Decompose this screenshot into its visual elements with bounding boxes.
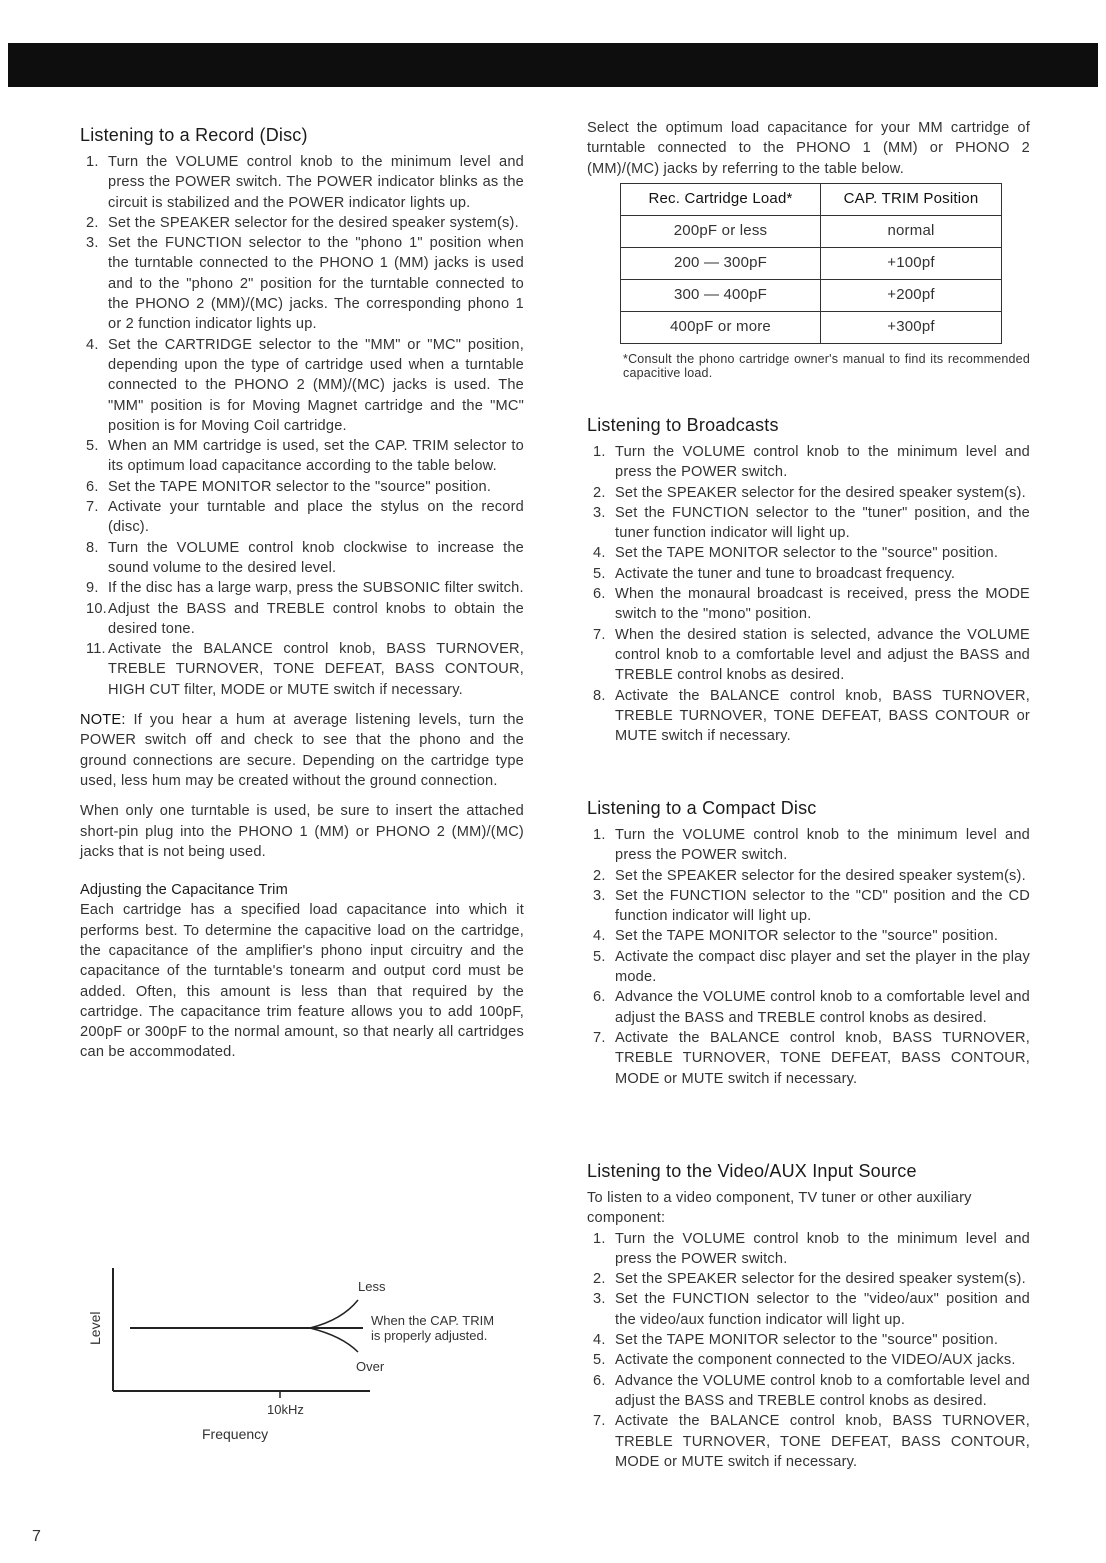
step-number: 1. xyxy=(86,154,99,170)
step-number: 2. xyxy=(593,867,606,884)
list-item xyxy=(587,483,1030,503)
step-text: Activate the BALANCE control knob, BASS TURNOVER, TREBLE TURNOVER, TONE DEFEAT, BASS CONTOUR, MODE or MUTE switch if necessary. xyxy=(615,1029,1030,1087)
list-item xyxy=(587,886,1030,927)
list-item xyxy=(587,1371,1030,1412)
table-cell: 200 — 300pF xyxy=(621,247,821,279)
step-number: 6. xyxy=(593,586,606,603)
list-item xyxy=(80,213,524,233)
right-column xyxy=(587,118,1030,380)
step-text: Turn the VOLUME control knob to the minimum level and press the POWER switch. xyxy=(615,1230,1030,1267)
step-number: 1. xyxy=(593,1230,606,1247)
step-number: 6. xyxy=(593,1372,606,1389)
step-number: 6. xyxy=(593,989,606,1006)
video-intro: To listen to a video component, TV tuner or other auxiliary component: xyxy=(587,1190,972,1227)
list-item xyxy=(80,599,524,640)
step-number: 10. xyxy=(86,600,107,617)
step-text: Activate the BALANCE control knob, BASS TURNOVER, TREBLE TURNOVER, TONE DEFEAT, BASS CONTOUR, HIGH CUT filter, MODE or MUTE switch if necessary. xyxy=(108,641,524,698)
step-number: 4. xyxy=(86,336,99,353)
step-number: 3. xyxy=(593,1291,606,1308)
step-number: 7. xyxy=(86,499,99,516)
list-item xyxy=(80,436,524,477)
cap-trim-body: Each cartridge has a specified load capacitance into which it performs best. To determine the capacitive load on the cartridge, the capacitance of the amplifier's phono input circuitry and the capacitance of the turntable's tonearm and output cord must be added. Often, this amount is less than that required by the cartridge. The capacitance trim feature allows you to add 100pF, 200pF or 300pF to the normal amount, so that nearly all cartridges can be accommodated. xyxy=(80,902,524,1061)
step-text: Set the SPEAKER selector for the desired speaker system(s). xyxy=(615,1271,1026,1288)
step-text: Set the TAPE MONITOR selector to the "source" position. xyxy=(615,928,999,945)
step-number: 7. xyxy=(593,1029,606,1046)
step-text: Advance the VOLUME control knob to a comfortable level and adjust the BASS and TREBLE control knobs as desired. xyxy=(615,1372,1030,1409)
list-item xyxy=(80,477,524,497)
step-text: When the desired station is selected, advance the VOLUME control knob to a comfortable level and adjust the BASS and TREBLE control knobs as desired. xyxy=(615,626,1030,684)
list-item xyxy=(80,152,524,213)
left-column xyxy=(80,124,524,1063)
step-text: Set the CARTRIDGE selector to the "MM" or "MC" position, depending upon the type of cartridge used when a turntable connected to the PHONO 2 (MM)/(MC) jacks is used. The "MM" position is for Moving Magnet cartridge and the "MC" position is for Moving Coil cartridge. xyxy=(108,336,524,434)
step-text: Set the FUNCTION selector to the "CD" position and the CD function indicator will light up. xyxy=(615,887,1030,925)
step-number: 3. xyxy=(593,504,606,521)
list-item xyxy=(587,1411,1030,1472)
over-curve xyxy=(310,1328,358,1352)
caption-line-1: When the CAP. TRIM xyxy=(371,1313,495,1328)
step-text: Activate the BALANCE control knob, BASS TURNOVER, TREBLE TURNOVER, TONE DEFEAT, BASS CONTOUR, MODE or MUTE switch if necessary. xyxy=(615,1413,1030,1470)
list-item xyxy=(587,1229,1030,1270)
step-text: Turn the VOLUME control knob clockwise to increase the sound volume to the desired level. xyxy=(108,539,524,576)
step-number: 5. xyxy=(593,565,606,582)
table-cell: +200pf xyxy=(821,279,1002,311)
section-title-cd: Listening to a Compact Disc xyxy=(587,798,817,818)
step-text: Set the TAPE MONITOR selector to the "source" position. xyxy=(108,478,492,495)
record-steps xyxy=(80,152,524,700)
step-number: 2. xyxy=(86,214,99,231)
list-item xyxy=(587,442,1030,483)
table-header-row xyxy=(621,183,1002,215)
less-curve xyxy=(310,1300,358,1328)
step-number: 4. xyxy=(593,928,606,945)
header-banner xyxy=(8,43,1098,87)
list-item xyxy=(587,686,1030,747)
over-label: Over xyxy=(356,1359,385,1374)
list-item xyxy=(587,866,1030,886)
step-text: Set the FUNCTION selector to the "tuner" position, and the tuner function indicator will light up. xyxy=(615,504,1030,542)
table-cell: 300 — 400pF xyxy=(621,279,821,311)
step-text: Turn the VOLUME control knob to the minimum level and press the POWER switch. xyxy=(615,827,1030,864)
list-item xyxy=(587,503,1030,544)
step-number: 9. xyxy=(86,580,99,597)
list-item xyxy=(80,233,524,334)
list-item xyxy=(587,987,1030,1028)
step-number: 1. xyxy=(593,827,606,843)
list-item xyxy=(80,335,524,436)
list-item xyxy=(587,1028,1030,1089)
step-number: 3. xyxy=(86,235,99,252)
section-title-video: Listening to the Video/AUX Input Source xyxy=(587,1161,917,1181)
list-item xyxy=(587,1289,1030,1330)
step-text: Set the FUNCTION selector to the "phono 1" position when the turntable connected to the PHONO 1 (MM) jacks is used and to the "phono 2" position for the turntable connected to the PHONO 2 (MM)/(MC) jacks. The corresponding phono 1 or 2 function indicator lights up. xyxy=(108,235,524,333)
step-number: 5. xyxy=(86,438,99,455)
table-row xyxy=(621,247,1002,279)
step-text: Activate the component connected to the VIDEO/AUX jacks. xyxy=(615,1352,1016,1369)
step-number: 11. xyxy=(86,641,106,658)
step-text: Adjust the BASS and TREBLE control knobs to obtain the desired tone. xyxy=(108,600,524,637)
section-title-record: Listening to a Record (Disc) xyxy=(80,125,308,145)
step-text: Set the SPEAKER selector for the desired speaker system(s). xyxy=(615,484,1026,501)
x-axis-label: Frequency xyxy=(202,1426,269,1442)
table-row xyxy=(621,311,1002,343)
table-row xyxy=(621,215,1002,247)
step-text: Set the TAPE MONITOR selector to the "source" position. xyxy=(615,545,999,562)
step-text: When the monaural broadcast is received, press the MODE switch to the "mono" position. xyxy=(615,586,1030,623)
step-number: 8. xyxy=(86,539,99,556)
list-item xyxy=(80,578,524,598)
step-text: Advance the VOLUME control knob to a comfortable level and adjust the BASS and TREBLE control knobs as desired. xyxy=(615,989,1030,1026)
step-number: 2. xyxy=(593,1271,606,1288)
section-title-broadcasts: Listening to Broadcasts xyxy=(587,415,779,435)
list-item xyxy=(587,584,1030,625)
step-number: 7. xyxy=(593,1413,606,1430)
one-turntable-text: When only one turntable is used, be sure to insert the attached short-pin plug into the PHONO 1 (MM) or PHONO 2 (MM)/(MC) jacks that is not being used. xyxy=(80,803,524,860)
step-text: Set the TAPE MONITOR selector to the "source" position. xyxy=(615,1332,999,1349)
list-item xyxy=(587,926,1030,946)
table-cell: normal xyxy=(821,215,1002,247)
list-item xyxy=(587,1330,1030,1350)
step-text: Set the SPEAKER selector for the desired speaker system(s). xyxy=(108,214,519,231)
less-label: Less xyxy=(358,1279,386,1294)
step-number: 4. xyxy=(593,1332,606,1349)
step-number: 7. xyxy=(593,626,606,643)
step-number: 4. xyxy=(593,545,606,562)
list-item xyxy=(587,564,1030,584)
step-number: 1. xyxy=(593,444,606,460)
step-text: Set the FUNCTION selector to the "video/aux" position and the video/aux function indicator will light up. xyxy=(615,1291,1030,1328)
table-cell: 200pF or less xyxy=(621,215,821,247)
table-cell: +300pf xyxy=(821,311,1002,343)
note: NOTE: If you hear a hum at average listening levels, turn the POWER switch off and check to see that the phono and the ground connections are secure. Depending on the cartridge type used, less hum may be created without the ground connection. xyxy=(80,712,524,789)
list-item xyxy=(587,825,1030,866)
section-title-cap-trim: Adjusting the Capacitance Trim xyxy=(80,882,288,899)
step-text: Set the SPEAKER selector for the desired speaker system(s). xyxy=(615,867,1026,884)
step-number: 8. xyxy=(593,687,606,704)
step-number: 5. xyxy=(593,948,606,965)
step-number: 3. xyxy=(593,887,606,904)
video-section xyxy=(587,1160,1030,1472)
tick-label: 10kHz xyxy=(267,1402,304,1417)
step-number: 6. xyxy=(86,478,99,495)
list-item xyxy=(587,625,1030,686)
broadcasts-steps xyxy=(587,442,1030,746)
step-text: Turn the VOLUME control knob to the minimum level and press the POWER switch. The POWER indicator blinks as the circuit is stabilized and the POWER indicator lights up. xyxy=(108,154,524,211)
cap-trim-table xyxy=(620,183,1002,344)
video-steps xyxy=(587,1229,1030,1473)
select-text: Select the optimum load capacitance for your MM cartridge of turntable connected to the PHONO 1 (MM) or PHONO 2 (MM)/(MC) jacks by referring to the table below. xyxy=(587,120,1030,177)
step-number: 2. xyxy=(593,484,606,501)
step-text: If the disc has a large warp, press the SUBSONIC filter switch. xyxy=(108,580,524,597)
step-number: 5. xyxy=(593,1352,606,1369)
list-item xyxy=(80,497,524,538)
table-row xyxy=(621,279,1002,311)
cap-trim-diagram xyxy=(80,1260,540,1450)
list-item xyxy=(587,947,1030,988)
list-item xyxy=(587,1350,1030,1370)
step-text: When an MM cartridge is used, set the CAP. TRIM selector to its optimum load capacitance according to the table below. xyxy=(108,438,524,475)
step-text: Activate the compact disc player and set the player in the play mode. xyxy=(615,948,1030,986)
y-axis-label: Level xyxy=(87,1311,103,1345)
table-cell: +100pf xyxy=(821,247,1002,279)
list-item xyxy=(80,538,524,579)
list-item xyxy=(587,543,1030,563)
cd-steps xyxy=(587,825,1030,1089)
table-cell: 400pF or more xyxy=(621,311,821,343)
list-item xyxy=(587,1269,1030,1289)
caption-line-2: is properly adjusted. xyxy=(371,1328,488,1343)
table-header: CAP. TRIM Position xyxy=(821,183,1002,215)
page-number: 7 xyxy=(32,1528,41,1545)
step-text: Turn the VOLUME control knob to the minimum level and press the POWER switch. xyxy=(615,444,1030,481)
list-item xyxy=(80,639,524,700)
step-text: Activate the BALANCE control knob, BASS TURNOVER, TREBLE TURNOVER, TONE DEFEAT, BASS CONTOUR or MUTE switch if necessary. xyxy=(615,687,1030,745)
table-footnote: *Consult the phono cartridge owner's manual to find its recommended capacitive load. xyxy=(623,351,1030,380)
cd-section xyxy=(587,797,1030,1089)
broadcasts-section xyxy=(587,414,1030,746)
table-header: Rec. Cartridge Load* xyxy=(621,183,821,215)
step-text: Activate your turntable and place the stylus on the record (disc). xyxy=(108,499,524,536)
step-text: Activate the tuner and tune to broadcast frequency. xyxy=(615,565,956,582)
